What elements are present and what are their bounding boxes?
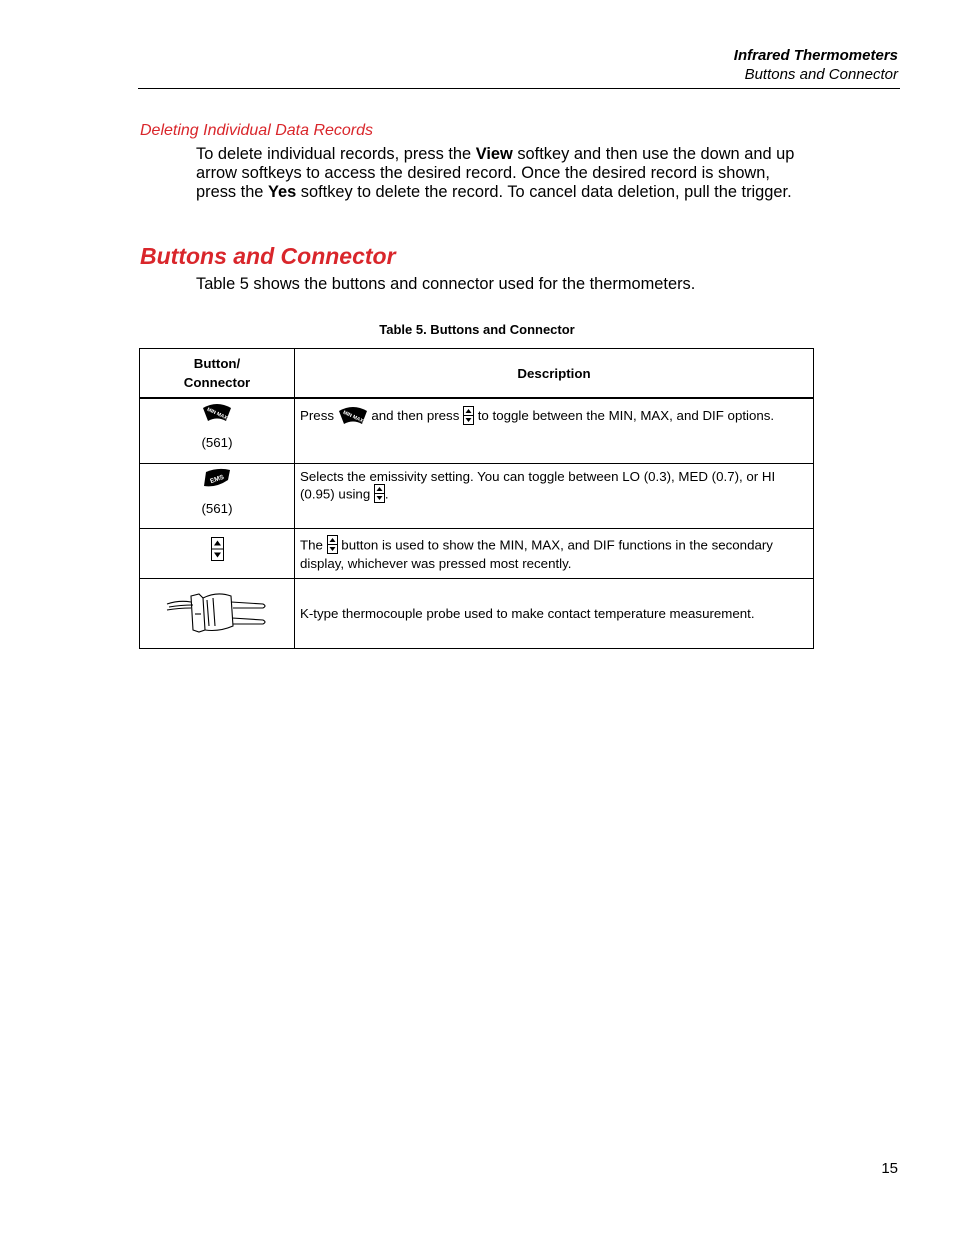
header-divider [138, 88, 900, 89]
svg-text:MIN MAX: MIN MAX [205, 406, 229, 422]
running-header-title: Infrared Thermometers [733, 47, 898, 64]
running-header-subtitle: Buttons and Connector [744, 66, 898, 83]
min-max-button-icon [202, 402, 232, 425]
model-label: (561) [201, 501, 233, 516]
section-heading-deleting: Deleting Individual Data Records [140, 122, 374, 139]
description-cell: The button is used to show the MIN, MAX, and DIF functions in the secondary display, whichever was pressed most recently. [295, 529, 814, 579]
page-number: 15 [881, 1160, 898, 1177]
deleting-paragraph [196, 145, 811, 202]
table-caption: Table 5. Buttons and Connector [379, 322, 575, 337]
up-down-arrow-icon [374, 484, 385, 506]
button-cell [140, 398, 295, 464]
ems-button-icon [202, 468, 232, 491]
connector-cell [140, 579, 295, 649]
up-down-arrow-icon [327, 535, 338, 557]
deleting-text-3: softkey to delete the record. To cancel data deletion, pull the trigger. [296, 183, 792, 201]
svg-text:MIN MAX: MIN MAX [341, 409, 364, 425]
section-heading-buttons: Buttons and Connector [140, 243, 396, 269]
column-header-description: Description [295, 349, 814, 399]
buttons-connector-table [139, 348, 814, 649]
table-row [140, 398, 814, 464]
table-row [140, 464, 814, 529]
buttons-intro: Table 5 shows the buttons and connector used for the thermometers. [196, 275, 696, 293]
button-cell [140, 464, 295, 529]
yes-softkey-label: Yes [267, 183, 297, 201]
table-header-row [140, 349, 814, 399]
description-cell: K-type thermocouple probe used to make contact temperature measurement. [295, 579, 814, 649]
table-row [140, 579, 814, 649]
up-down-arrow-icon [463, 406, 474, 428]
deleting-text-2: softkey and then use the down and up arrow softkeys to access the desired record. Once the desired record is shown, press the [196, 145, 795, 201]
up-down-arrow-button-icon [211, 537, 224, 564]
description-cell: Press MIN MAX and then press to toggle between the MIN, MAX, and DIF options. [295, 398, 814, 464]
button-cell [140, 529, 295, 579]
svg-text:EMS: EMS [209, 473, 225, 486]
thermocouple-connector-icon [165, 586, 269, 641]
view-softkey-label: View [475, 145, 513, 163]
deleting-text-1: To delete individual records, press the [196, 145, 476, 163]
model-label: (561) [201, 435, 233, 450]
min-max-button-icon [338, 405, 368, 428]
description-cell: Selects the emissivity setting. You can toggle between LO (0.3), MED (0.7), or HI (0.95) using . [295, 464, 814, 529]
table-row [140, 529, 814, 579]
column-header-button: Button/ Connector [140, 349, 295, 399]
